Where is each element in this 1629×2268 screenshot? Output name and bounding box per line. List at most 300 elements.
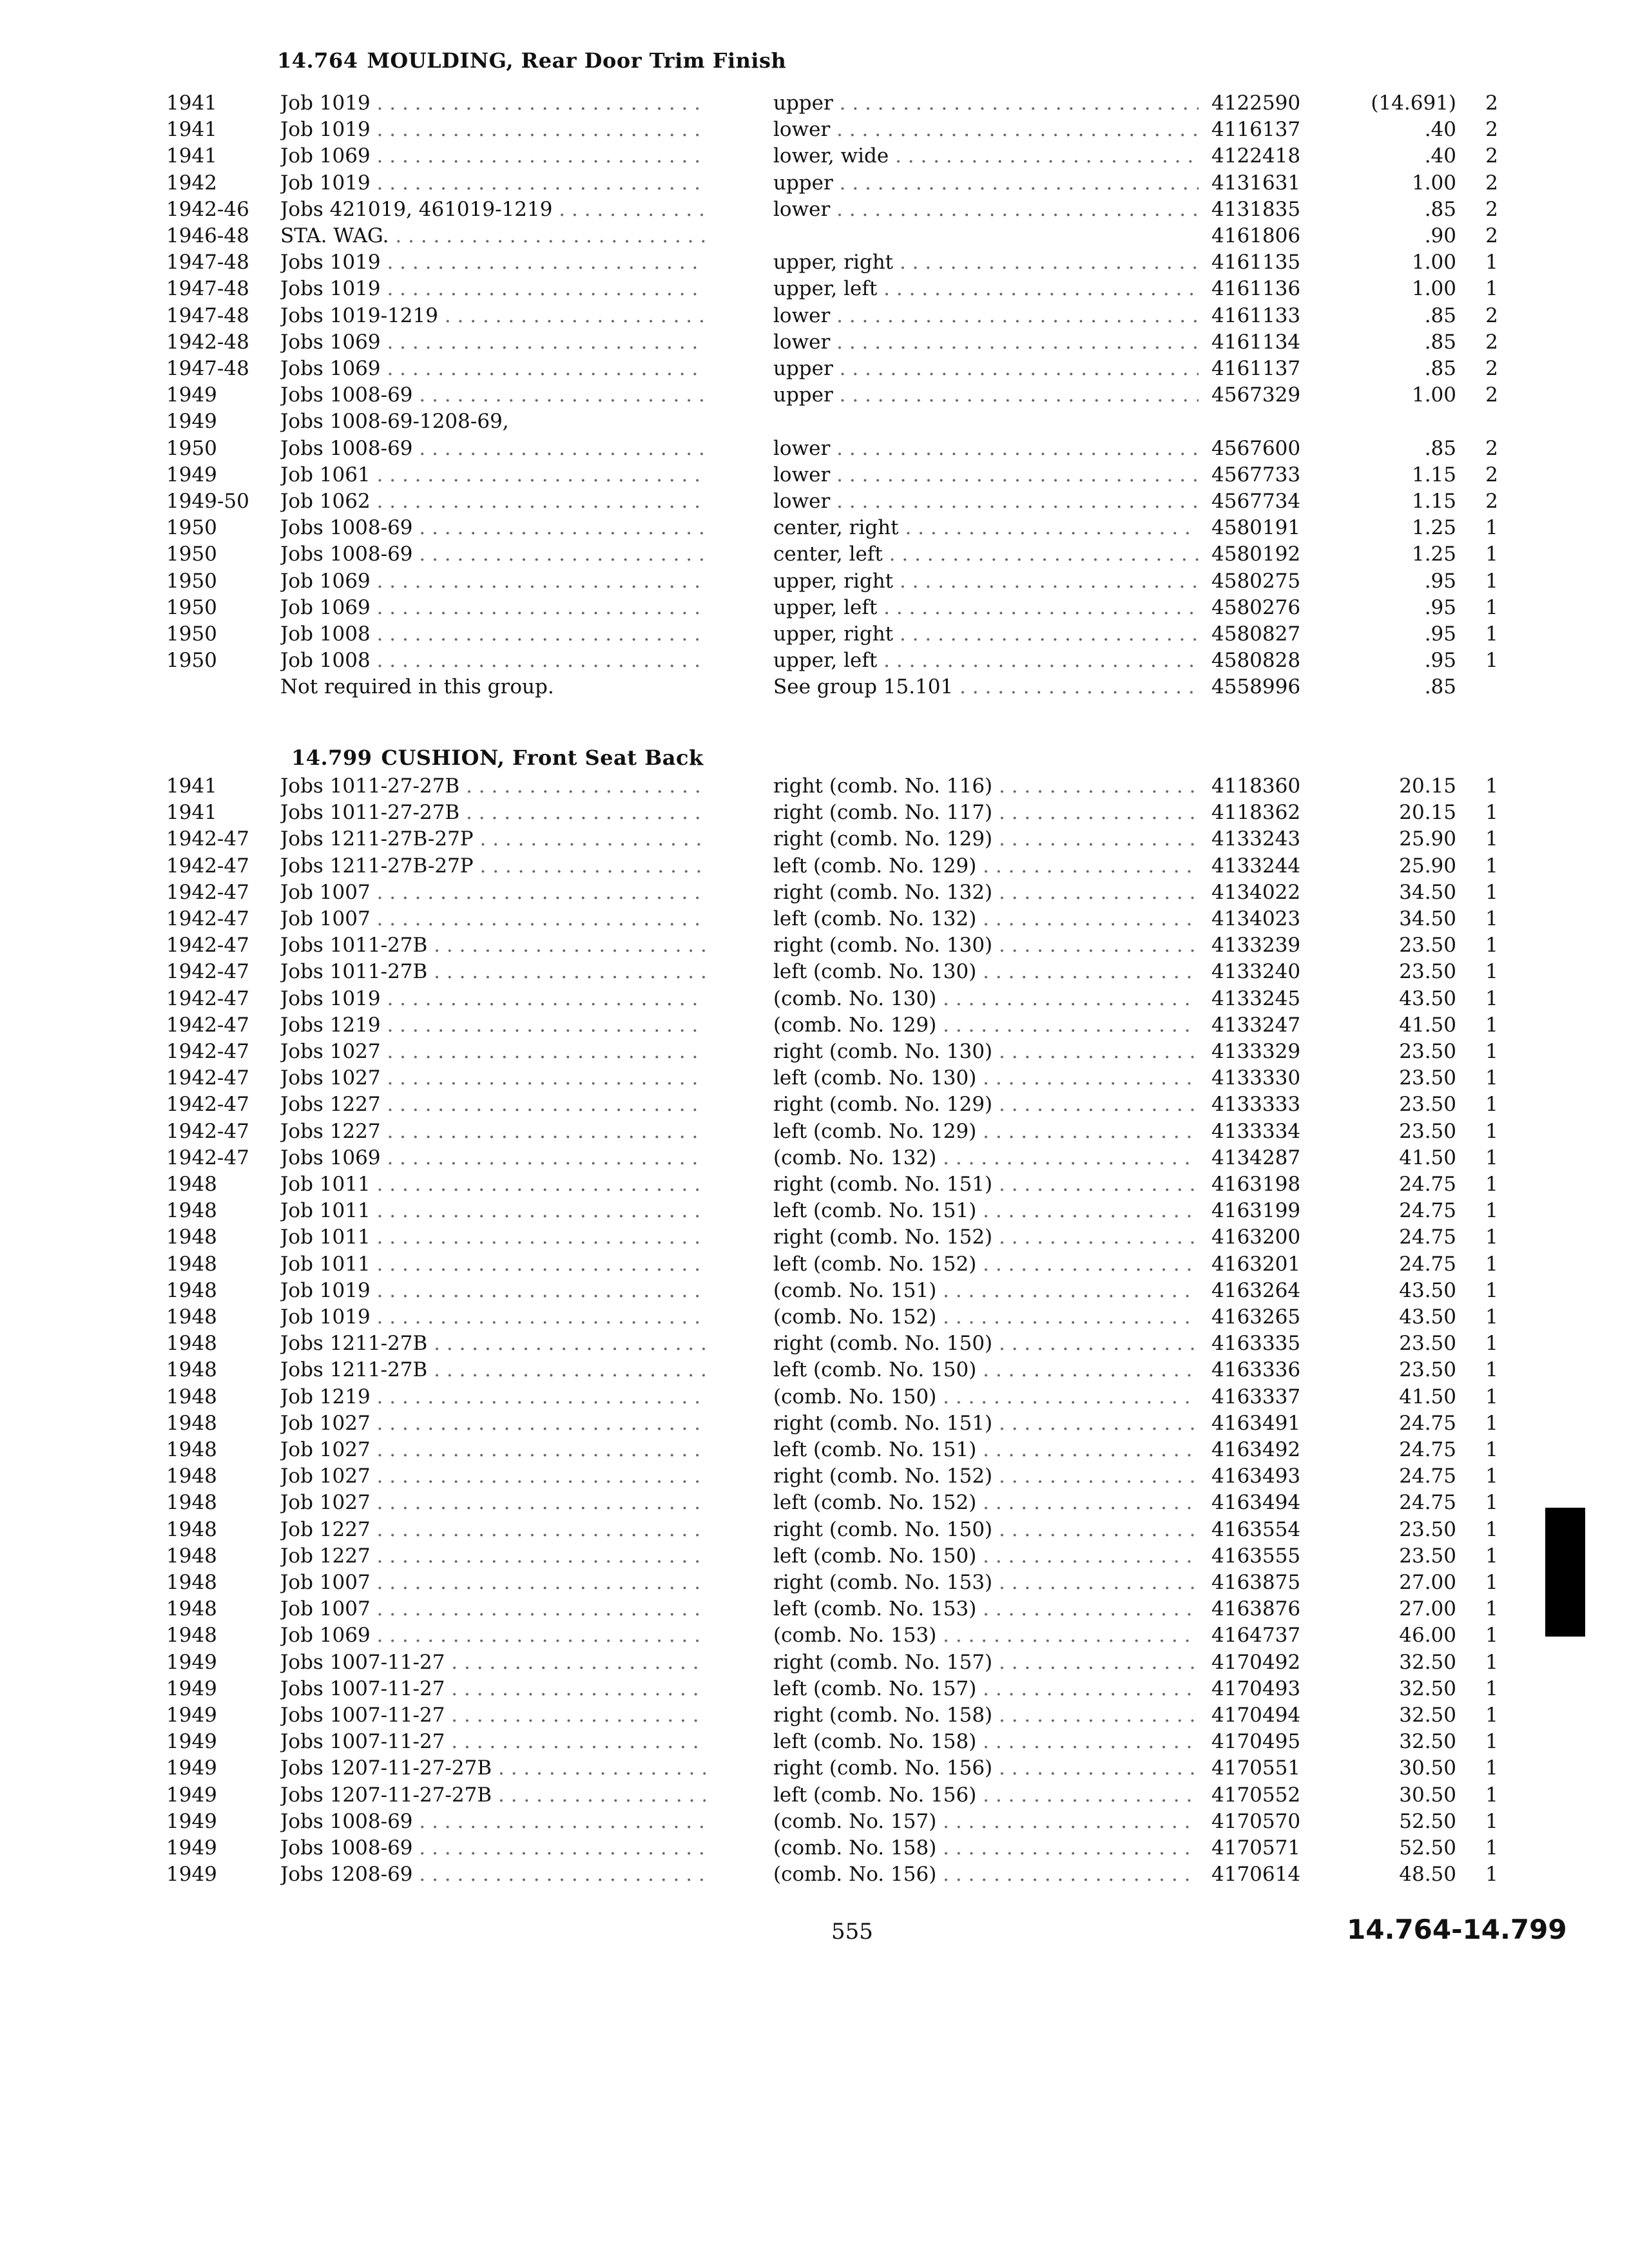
body-job: Jobs 1227 . . . xyxy=(280,1119,706,1145)
list-price: 24.75 xyxy=(1399,1253,1456,1276)
part-description: (comb. No. 132) . . . xyxy=(773,1145,1199,1171)
body-job: Job 1219 . . . xyxy=(280,1384,706,1410)
part-number: 4122418 xyxy=(1211,144,1301,168)
part-description: upper, left . . . xyxy=(773,276,1199,302)
model-year: 1942-47 xyxy=(166,1120,249,1143)
quantity: 1 xyxy=(1485,1385,1498,1408)
quantity: 1 xyxy=(1485,1491,1498,1514)
part-number: 4170551 xyxy=(1211,1756,1301,1780)
quantity: 1 xyxy=(1485,1810,1498,1833)
part-description: right (comb. No. 157) . . . xyxy=(773,1649,1199,1676)
part-number: 4580827 xyxy=(1211,622,1301,646)
model-year: 1942-46 xyxy=(166,198,249,221)
table-row xyxy=(0,1570,1629,1596)
list-price: 23.50 xyxy=(1399,1120,1456,1143)
list-price: .95 xyxy=(1424,649,1456,672)
quantity: 1 xyxy=(1485,1412,1498,1435)
body-job: Jobs 1027 . . . xyxy=(280,1039,706,1065)
part-number: 4161134 xyxy=(1211,331,1301,354)
part-number: 4163335 xyxy=(1211,1332,1301,1355)
table-row xyxy=(0,1835,1629,1861)
quantity: 1 xyxy=(1485,854,1498,878)
body-job: Jobs 1011-27B . . . xyxy=(280,959,706,985)
body-job: Job 1011 . . . xyxy=(280,1198,706,1224)
table-row xyxy=(0,1861,1629,1888)
part-description: left (comb. No. 153) . . . xyxy=(773,1596,1199,1622)
table-row xyxy=(0,170,1629,197)
part-number: 4163494 xyxy=(1211,1491,1301,1514)
part-description: (comb. No. 158) . . . xyxy=(773,1835,1199,1861)
part-description: right (comb. No. 158) . . . xyxy=(773,1702,1199,1729)
model-year: 1942 xyxy=(166,171,217,195)
part-description: right (comb. No. 152) . . . xyxy=(773,1463,1199,1490)
body-job: Job 1069 . . . xyxy=(280,595,706,621)
table-row xyxy=(0,826,1629,852)
model-year: 1948 xyxy=(166,1173,217,1196)
model-year: 1942-47 xyxy=(166,907,249,930)
table-row xyxy=(0,90,1629,117)
part-number: 4131631 xyxy=(1211,171,1301,195)
model-year: 1942-47 xyxy=(166,1146,249,1169)
body-job: Jobs 1007-11-27 . . . xyxy=(280,1729,706,1755)
quantity: 1 xyxy=(1485,1225,1498,1249)
list-price: 24.75 xyxy=(1399,1465,1456,1488)
quantity: 1 xyxy=(1485,881,1498,904)
body-job: Job 1069 . . . xyxy=(280,143,706,169)
table-row xyxy=(0,773,1629,800)
part-description: lower, wide . . . xyxy=(773,143,1199,169)
list-price: 25.90 xyxy=(1399,854,1456,878)
part-number: 4163201 xyxy=(1211,1253,1301,1276)
part-number: 4567600 xyxy=(1211,437,1301,460)
table-row xyxy=(0,408,1629,435)
model-year: 1941 xyxy=(166,774,217,798)
table-row xyxy=(0,1517,1629,1543)
part-description: (comb. No. 152) . . . xyxy=(773,1304,1199,1331)
list-price: .85 xyxy=(1424,675,1456,698)
table-row xyxy=(0,382,1629,408)
table-row xyxy=(0,1091,1629,1118)
table-row xyxy=(0,276,1629,302)
body-job: Jobs 1007-11-27 . . . xyxy=(280,1649,706,1676)
body-job: Job 1019 . . . xyxy=(280,1304,706,1331)
part-description: left (comb. No. 152) . . . xyxy=(773,1490,1199,1516)
list-price: .40 xyxy=(1424,118,1456,141)
part-description: left (comb. No. 130) . . . xyxy=(773,1065,1199,1091)
list-price: 1.25 xyxy=(1411,543,1456,566)
part-number: 4161136 xyxy=(1211,277,1301,300)
table-row xyxy=(0,1357,1629,1383)
quantity: 1 xyxy=(1485,1571,1498,1594)
quantity: 1 xyxy=(1485,1836,1498,1860)
list-price: 46.00 xyxy=(1399,1624,1456,1647)
part-number: 4567733 xyxy=(1211,463,1301,486)
quantity: 1 xyxy=(1485,516,1498,539)
quantity: 1 xyxy=(1485,1677,1498,1700)
table-row xyxy=(0,1702,1629,1729)
quantity: 2 xyxy=(1485,304,1498,327)
part-description: right (comb. No. 117) . . . xyxy=(773,800,1199,826)
table-row xyxy=(0,1649,1629,1676)
list-price: 25.90 xyxy=(1399,827,1456,850)
part-description: right (comb. No. 153) . . . xyxy=(773,1570,1199,1596)
model-year: 1949 xyxy=(166,1863,217,1886)
model-year: 1949 xyxy=(166,1810,217,1833)
quantity: 1 xyxy=(1485,1651,1498,1674)
part-description: upper, right . . . xyxy=(773,249,1199,276)
list-price: .90 xyxy=(1424,224,1456,247)
quantity: 1 xyxy=(1485,827,1498,850)
part-number: 4163336 xyxy=(1211,1358,1301,1381)
part-description: right (comb. No. 132) . . . xyxy=(773,879,1199,906)
part-number: 4163265 xyxy=(1211,1305,1301,1329)
model-year: 1950 xyxy=(166,622,217,646)
quantity: 2 xyxy=(1485,91,1498,115)
body-job: Job 1027 . . . xyxy=(280,1490,706,1516)
table-row xyxy=(0,1065,1629,1091)
list-price: 20.15 xyxy=(1399,774,1456,798)
body-job: Not required in this group. xyxy=(280,675,554,698)
table-row xyxy=(0,986,1629,1012)
model-year: 1949 xyxy=(166,1651,217,1674)
model-year: 1942-47 xyxy=(166,827,249,850)
body-job: Job 1027 . . . xyxy=(280,1463,706,1490)
quantity: 1 xyxy=(1485,1279,1498,1302)
part-number: 4122590 xyxy=(1211,91,1301,115)
list-price: 24.75 xyxy=(1399,1438,1456,1461)
part-number: 4133245 xyxy=(1211,987,1301,1010)
quantity: 1 xyxy=(1485,570,1498,593)
model-year: 1948 xyxy=(166,1253,217,1276)
list-price: 23.50 xyxy=(1399,934,1456,957)
list-price: 20.15 xyxy=(1399,801,1456,824)
quantity: 1 xyxy=(1485,1730,1498,1753)
model-year: 1942-47 xyxy=(166,1066,249,1090)
quantity: 1 xyxy=(1485,649,1498,672)
quantity: 1 xyxy=(1485,1465,1498,1488)
part-number: 4163337 xyxy=(1211,1385,1301,1408)
table-row xyxy=(0,1384,1629,1410)
section-heading xyxy=(291,745,704,770)
body-job: Job 1007 . . . xyxy=(280,879,706,906)
part-description: right (comb. No. 152) . . . xyxy=(773,1224,1199,1251)
quantity: 1 xyxy=(1485,1040,1498,1063)
table-row xyxy=(0,1755,1629,1782)
part-number: 4163264 xyxy=(1211,1279,1301,1302)
table-row xyxy=(0,1171,1629,1198)
model-year: 1950 xyxy=(166,649,217,672)
page-number: 555 xyxy=(831,1919,873,1945)
list-price: 52.50 xyxy=(1399,1810,1456,1833)
list-price: 24.75 xyxy=(1399,1491,1456,1514)
body-job: Job 1019 . . . xyxy=(280,170,706,197)
part-number: 4170570 xyxy=(1211,1810,1301,1833)
list-price: 1.00 xyxy=(1411,171,1456,195)
part-description: upper . . . xyxy=(773,170,1199,197)
table-row xyxy=(0,197,1629,223)
body-job: Job 1069 . . . xyxy=(280,568,706,595)
part-description: left (comb. No. 156) . . . xyxy=(773,1782,1199,1809)
part-number: 4161133 xyxy=(1211,304,1301,327)
part-number: 4133247 xyxy=(1211,1014,1301,1037)
table-row xyxy=(0,1012,1629,1039)
part-number: 4163554 xyxy=(1211,1518,1301,1541)
model-year: 1942-47 xyxy=(166,881,249,904)
table-row xyxy=(0,1039,1629,1065)
body-job: Jobs 1069 . . . xyxy=(280,1145,706,1171)
model-year: 1941 xyxy=(166,91,217,115)
part-description: (comb. No. 157) . . . xyxy=(773,1809,1199,1835)
quantity: 1 xyxy=(1485,543,1498,566)
list-price: 23.50 xyxy=(1399,960,1456,983)
list-price: 1.00 xyxy=(1411,251,1456,274)
part-number: 4580828 xyxy=(1211,649,1301,672)
quantity: 1 xyxy=(1485,1597,1498,1620)
quantity: 2 xyxy=(1485,490,1498,513)
part-description: See group 15.101 . . . xyxy=(773,674,1199,700)
quantity: 1 xyxy=(1485,1624,1498,1647)
part-description: upper . . . xyxy=(773,382,1199,408)
section-title: CUSHION, Front Seat Back xyxy=(381,745,704,770)
model-year: 1948 xyxy=(166,1491,217,1514)
body-job: Job 1019 . . . xyxy=(280,1278,706,1304)
table-row xyxy=(0,436,1629,462)
part-description: lower . . . xyxy=(773,117,1199,143)
quantity: 1 xyxy=(1485,1518,1498,1541)
model-year: 1948 xyxy=(166,1412,217,1435)
list-price: 24.75 xyxy=(1399,1173,1456,1196)
model-year: 1946-48 xyxy=(166,224,249,247)
body-job: Job 1062 . . . xyxy=(280,488,706,515)
quantity: 1 xyxy=(1485,934,1498,957)
table-row xyxy=(0,1145,1629,1171)
quantity: 1 xyxy=(1485,774,1498,798)
body-job: Jobs 1008-69 . . . xyxy=(280,515,706,541)
model-year: 1950 xyxy=(166,516,217,539)
list-price: 34.50 xyxy=(1399,881,1456,904)
part-description: lower . . . xyxy=(773,436,1199,462)
quantity: 1 xyxy=(1485,1066,1498,1090)
model-year: 1942-47 xyxy=(166,1014,249,1037)
list-price: 23.50 xyxy=(1399,1332,1456,1355)
part-number: 4133329 xyxy=(1211,1040,1301,1063)
list-price: .85 xyxy=(1424,357,1456,380)
part-number: 4161806 xyxy=(1211,224,1301,247)
model-year: 1947-48 xyxy=(166,251,249,274)
body-job: Jobs 1027 . . . xyxy=(280,1065,706,1091)
part-description: left (comb. No. 129) . . . xyxy=(773,1119,1199,1145)
list-price: 43.50 xyxy=(1399,1305,1456,1329)
part-number: 4170493 xyxy=(1211,1677,1301,1700)
part-number: 4163555 xyxy=(1211,1544,1301,1568)
body-job: Jobs 1008-69 . . . xyxy=(280,1835,706,1861)
part-description: upper . . . xyxy=(773,356,1199,382)
model-year: 1950 xyxy=(166,570,217,593)
quantity: 2 xyxy=(1485,383,1498,407)
list-price: 41.50 xyxy=(1399,1146,1456,1169)
body-job: Jobs 1007-11-27 . . . xyxy=(280,1676,706,1702)
page-range-label: 14.764-14.799 xyxy=(1347,1914,1567,1945)
model-year: 1949 xyxy=(166,1677,217,1700)
body-job: Job 1007 . . . xyxy=(280,1570,706,1596)
list-price: 43.50 xyxy=(1399,987,1456,1010)
list-price: 48.50 xyxy=(1399,1863,1456,1886)
part-description: right (comb. No. 150) . . . xyxy=(773,1517,1199,1543)
body-job: Job 1011 . . . xyxy=(280,1224,706,1251)
part-description: upper . . . xyxy=(773,90,1199,117)
table-row xyxy=(0,1251,1629,1278)
section-heading xyxy=(277,48,786,73)
part-number: 4133333 xyxy=(1211,1093,1301,1116)
table-row xyxy=(0,621,1629,648)
part-number: 4163198 xyxy=(1211,1173,1301,1196)
part-number: 4164737 xyxy=(1211,1624,1301,1647)
part-number: 4131835 xyxy=(1211,198,1301,221)
part-number: 4163491 xyxy=(1211,1412,1301,1435)
table-row xyxy=(0,1782,1629,1809)
table-row xyxy=(0,674,1629,700)
body-job: Jobs 1208-69 . . . xyxy=(280,1861,706,1888)
body-job: Jobs 1211-27B . . . xyxy=(280,1331,706,1357)
table-row xyxy=(0,117,1629,143)
table-row xyxy=(0,1437,1629,1463)
model-year: 1942-47 xyxy=(166,1093,249,1116)
part-number: 4163493 xyxy=(1211,1465,1301,1488)
body-job: Jobs 1011-27-27B . . . xyxy=(280,800,706,826)
quantity: 1 xyxy=(1485,622,1498,646)
body-job: Job 1027 . . . xyxy=(280,1437,706,1463)
list-price: .40 xyxy=(1424,144,1456,168)
part-description: upper, left . . . xyxy=(773,648,1199,674)
body-job: Jobs 1008-69 . . . xyxy=(280,541,706,568)
part-number: 4163875 xyxy=(1211,1571,1301,1594)
part-description: right (comb. No. 151) . . . xyxy=(773,1410,1199,1437)
part-number: 4161135 xyxy=(1211,251,1301,274)
body-job: Jobs 1211-27B . . . xyxy=(280,1357,706,1383)
part-number: 4116137 xyxy=(1211,118,1301,141)
part-number: 4163200 xyxy=(1211,1225,1301,1249)
quantity: 1 xyxy=(1485,1199,1498,1222)
part-number: 4558996 xyxy=(1211,675,1301,698)
model-year: 1942-48 xyxy=(166,331,249,354)
list-price: 23.50 xyxy=(1399,1544,1456,1568)
list-price: .95 xyxy=(1424,570,1456,593)
quantity: 1 xyxy=(1485,1014,1498,1037)
table-row xyxy=(0,1676,1629,1702)
body-job: Jobs 1008-69 . . . xyxy=(280,1809,706,1835)
table-row xyxy=(0,1543,1629,1570)
list-price: 23.50 xyxy=(1399,1066,1456,1090)
table-row xyxy=(0,143,1629,169)
body-job: Job 1008 . . . xyxy=(280,648,706,674)
part-description: lower . . . xyxy=(773,488,1199,515)
body-job: Jobs 1069 . . . xyxy=(280,356,706,382)
model-year: 1948 xyxy=(166,1358,217,1381)
part-number: 4170552 xyxy=(1211,1783,1301,1807)
model-year: 1949 xyxy=(166,410,217,433)
part-number: 4133239 xyxy=(1211,934,1301,957)
list-price: 41.50 xyxy=(1399,1385,1456,1408)
model-year: 1947-48 xyxy=(166,304,249,327)
part-description: right (comb. No. 151) . . . xyxy=(773,1171,1199,1198)
part-number: 4118362 xyxy=(1211,801,1301,824)
part-description: left (comb. No. 132) . . . xyxy=(773,906,1199,932)
quantity: 2 xyxy=(1485,118,1498,141)
body-job: Jobs 1211-27B-27P . . . xyxy=(280,853,706,879)
list-price: .85 xyxy=(1424,437,1456,460)
model-year: 1941 xyxy=(166,801,217,824)
quantity: 2 xyxy=(1485,224,1498,247)
body-job: Job 1019 . . . xyxy=(280,117,706,143)
quantity: 1 xyxy=(1485,251,1498,274)
part-number: 4133240 xyxy=(1211,960,1301,983)
model-year: 1949 xyxy=(166,1836,217,1860)
list-price: 32.50 xyxy=(1399,1704,1456,1727)
table-row xyxy=(0,462,1629,488)
body-job: Jobs 1019 . . . xyxy=(280,249,706,276)
table-row xyxy=(0,223,1629,249)
table-row xyxy=(0,1278,1629,1304)
part-number: 4580192 xyxy=(1211,543,1301,566)
quantity: 1 xyxy=(1485,1783,1498,1807)
body-job: Jobs 1207-11-27-27B . . . xyxy=(280,1755,706,1782)
quantity: 1 xyxy=(1485,277,1498,300)
part-description: (comb. No. 151) . . . xyxy=(773,1278,1199,1304)
table-row xyxy=(0,595,1629,621)
part-description: left (comb. No. 152) . . . xyxy=(773,1251,1199,1278)
model-year: 1948 xyxy=(166,1305,217,1329)
part-number: 4170495 xyxy=(1211,1730,1301,1753)
table-row xyxy=(0,1596,1629,1622)
model-year: 1941 xyxy=(166,118,217,141)
body-job: Jobs 1019-1219 . . . xyxy=(280,303,706,329)
table-row xyxy=(0,303,1629,329)
quantity: 2 xyxy=(1485,171,1498,195)
table-row xyxy=(0,568,1629,595)
table-row xyxy=(0,853,1629,879)
quantity: 1 xyxy=(1485,1146,1498,1169)
body-job: Job 1227 . . . xyxy=(280,1543,706,1570)
body-job: Job 1019 . . . xyxy=(280,90,706,117)
list-price: 41.50 xyxy=(1399,1014,1456,1037)
part-description: (comb. No. 150) . . . xyxy=(773,1384,1199,1410)
part-description: right (comb. No. 130) . . . xyxy=(773,932,1199,959)
part-description: right (comb. No. 129) . . . xyxy=(773,826,1199,852)
table-row xyxy=(0,906,1629,932)
model-year: 1950 xyxy=(166,596,217,619)
table-row xyxy=(0,249,1629,276)
body-job: Jobs 1207-11-27-27B . . . xyxy=(280,1782,706,1809)
part-description: upper, right . . . xyxy=(773,621,1199,648)
quantity: 1 xyxy=(1485,1756,1498,1780)
model-year: 1949-50 xyxy=(166,490,249,513)
list-price: 32.50 xyxy=(1399,1651,1456,1674)
body-job: Jobs 1007-11-27 . . . xyxy=(280,1702,706,1729)
part-number: 4163492 xyxy=(1211,1438,1301,1461)
part-number: 4134023 xyxy=(1211,907,1301,930)
part-description: left (comb. No. 150) . . . xyxy=(773,1357,1199,1383)
part-number: 4133330 xyxy=(1211,1066,1301,1090)
part-number: 4567734 xyxy=(1211,490,1301,513)
model-year: 1948 xyxy=(166,1571,217,1594)
quantity: 1 xyxy=(1485,596,1498,619)
quantity: 1 xyxy=(1485,1173,1498,1196)
body-job: Jobs 1008-69-1208-69, xyxy=(280,410,509,433)
part-number: 4170571 xyxy=(1211,1836,1301,1860)
table-row xyxy=(0,1224,1629,1251)
part-description: left (comb. No. 150) . . . xyxy=(773,1543,1199,1570)
quantity: 2 xyxy=(1485,198,1498,221)
